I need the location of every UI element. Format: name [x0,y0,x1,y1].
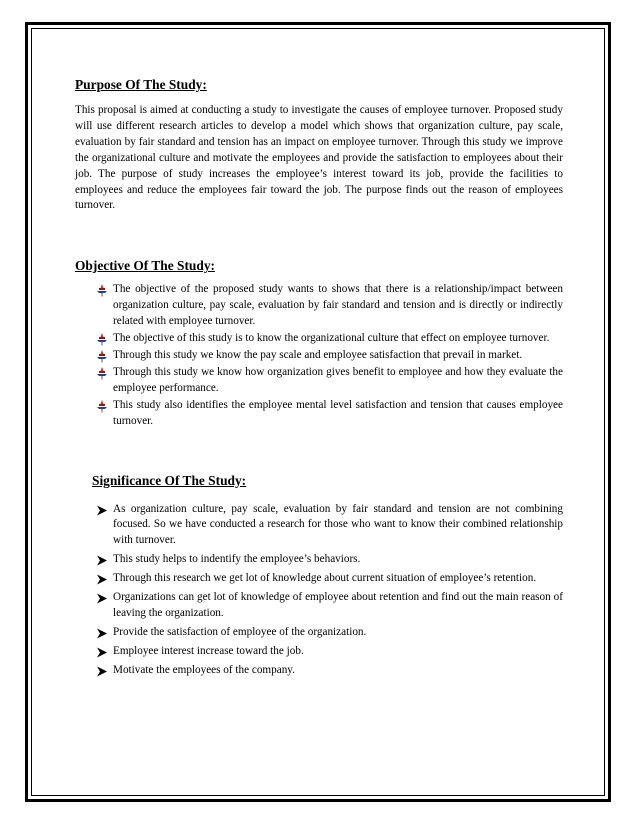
objective-item-text: The objective of this study is to know the organizational culture that effect on employee turnover. [113,332,550,345]
significance-item [95,590,563,622]
significance-item-text: This study helps to indentify the employee’s behaviors. [113,553,361,566]
objective-item [95,348,563,364]
purpose-section [75,76,563,214]
objective-item-text: This study also identifies the employee mental level satisfaction and tension that causes employee turnover. [113,398,563,427]
objective-item [95,398,563,430]
significance-item [95,502,563,550]
document-body [75,76,563,682]
significance-item-text: Motivate the employees of the company. [113,663,295,676]
significance-heading: Significance Of The Study: [92,472,247,488]
significance-item-text: Provide the satisfaction of employee of the organization. [113,625,367,638]
arrowhead-icon [96,593,108,604]
push-pin-icon [95,332,109,346]
arrowhead-icon [96,574,108,585]
objective-section [75,257,563,429]
purpose-heading: Purpose Of The Study: [75,77,207,92]
objective-item [95,365,563,397]
purpose-paragraph: This proposal is aimed at conducting a study to investigate the causes of employee turnover. Proposed study will use different research articles to develop a model which shows that organization culture, pay scale, evaluation by fair standard and tension has an impact on employee turnover. Through this study we improve the organizational culture and motivate the employees and provide the satisfaction to employees about their job. The purpose of study increases the employee’s interest toward its job, provide the facilities to employees and reduce the employees fair toward the job. The purpose finds out the reason of employees turnover. [75,104,563,212]
arrowhead-icon [96,628,108,639]
arrowhead-icon [96,647,108,658]
objective-item [95,331,563,347]
significance-item-text: Through this research we get lot of knowledge about current situation of employee’s retention. [113,572,537,585]
significance-item [95,552,563,568]
arrowhead-icon [96,555,108,566]
push-pin-icon [95,399,109,413]
arrowhead-icon [96,666,108,677]
significance-item [95,571,563,587]
objective-heading: Objective Of The Study: [75,258,215,274]
push-pin-icon [95,366,109,380]
significance-list [95,502,563,679]
objective-item [95,282,563,330]
arrowhead-icon [96,505,108,516]
significance-item-text: Organizations can get lot of knowledge of employee about retention and find out the main reason of leaving the organization. [113,591,563,619]
objective-item-text: Through this study we know the pay scale and employee satisfaction that prevail in market. [113,348,523,361]
significance-item [95,625,563,641]
objective-list [95,282,563,429]
objective-item-text: The objective of the proposed study wants to shows that there is a relationship/impact between organization culture, pay scale, evaluation by fair standard and tension and is directly or indirectly related with employee turnover. [113,283,563,328]
significance-item-text: Employee interest increase toward the job. [113,644,304,657]
significance-section [75,472,563,679]
significance-item [95,644,563,660]
objective-item-text: Through this study we know how organization gives benefit to employee and how they evaluate the employee performance. [113,365,563,394]
significance-item [95,663,563,679]
push-pin-icon [95,283,109,297]
push-pin-icon [95,349,109,363]
significance-item-text: As organization culture, pay scale, evaluation by fair standard and tension are not combining focused. So we have conducted a research for those who want to know their combined relationship with turnover. [113,502,563,547]
